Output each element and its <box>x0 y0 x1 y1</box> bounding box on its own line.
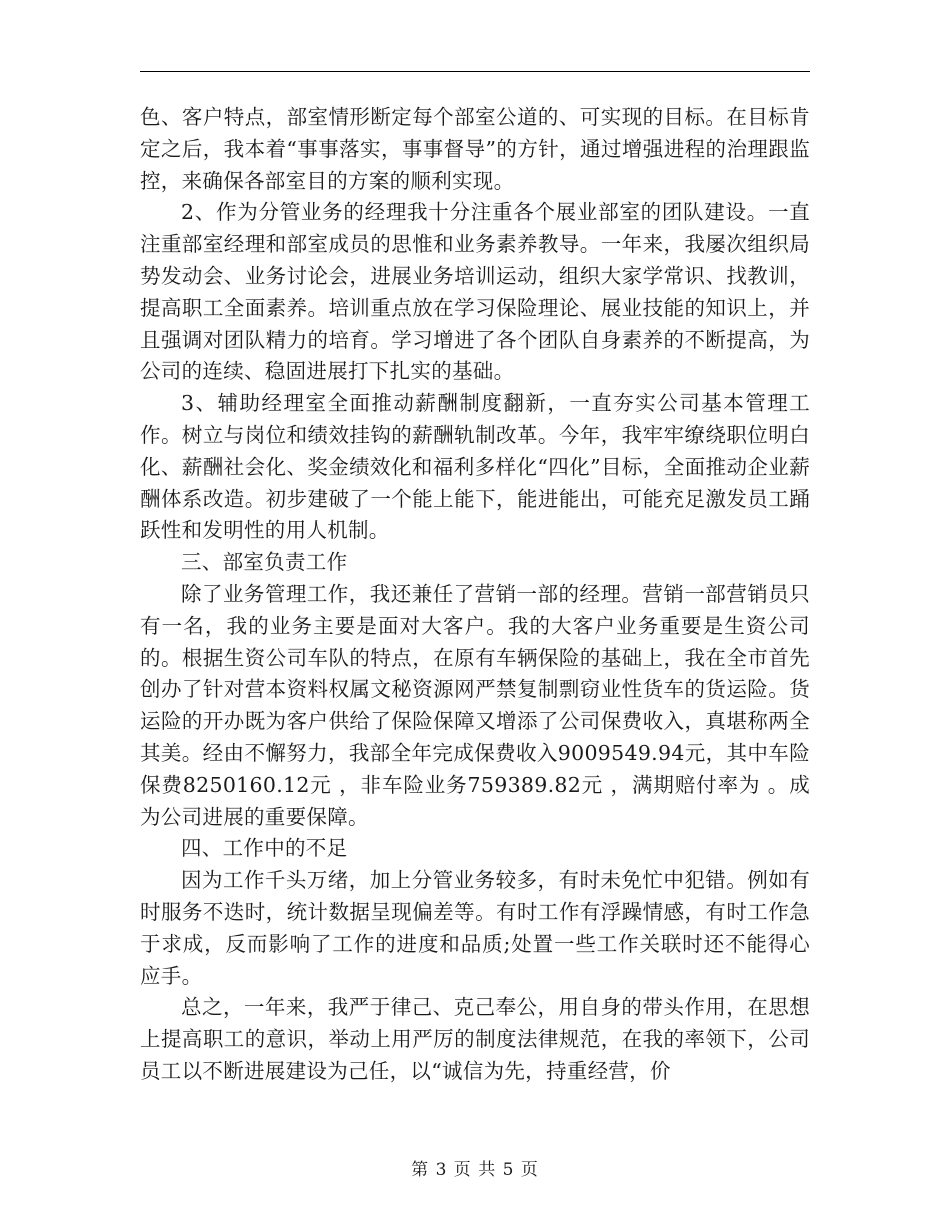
document-body <box>140 102 810 1088</box>
paragraph: 除了业务管理工作，我还兼任了营销一部的经理。营销一部营销员只有一名，我的业务主要是面对大客户。我的大客户业务重要是生资公司的。根据生资公司车队的特点，在原有车辆保险的基础上，我在全市首先创办了针对营本资料权属文秘资源网严禁复制剽窃业性货车的货运险。货运险的开办既为客户供给了保险保障又增添了公司保费收入，真堪称两全其美。经由不懈努力，我部全年完成保费收入9009549.94元，其中车险保费8250160.12元 ，非车险业务759389.82元 ，满期赔付率为 。成为公司进展的重要保障。 <box>140 581 810 829</box>
paragraph: 色、客户特点，部室情形断定每个部室公道的、可实现的目标。在目标肯定之后，我本着“事事落实，事事督导”的方针，通过增强进程的治理跟监控，来确保各部室目的方案的顺利实现。 <box>140 105 810 193</box>
paragraph: 3、辅助经理室全面推动薪酬制度翻新，一直夯实公司基本管理工作。树立与岗位和绩效挂钩的薪酬轨制改革。今年，我牢牢缭绕职位明白化、薪酬社会化、奖金绩效化和福利多样化“四化”目标，全面推动企业薪酬体系改造。初步建破了一个能上能下，能进能出，可能充足激发员工踊跃性和发明性的用人机制。 <box>140 391 810 543</box>
paragraph: 总之，一年来，我严于律己、克己奉公，用自身的带头作用，在思想上提高职工的意识，举动上用严厉的制度法律规范，在我的率领下，公司员工以不断进展建设为己任，以“诚信为先，持重经营，价 <box>140 995 810 1083</box>
section-heading: 三、部室负责工作 <box>181 550 348 575</box>
section-heading: 四、工作中的不足 <box>181 836 348 861</box>
paragraph: 因为工作千头万绪，加上分管业务较多，有时未免忙中犯错。例如有时服务不迭时，统计数据呈现偏差等。有时工作有浮躁情感，有时工作急于求成，反而影响了工作的进度和品质;处置一些工作关联时还不能得心应手。 <box>140 868 810 988</box>
paragraph: 2、作为分管业务的经理我十分注重各个展业部室的团队建设。一直注重部室经理和部室成员的思惟和业务素养教导。一年来，我屡次组织局势发动会、业务讨论会，进展业务培训运动，组织大家学常识、找教训，提高职工全面素养。培训重点放在学习保险理论、展业技能的知识上，并且强调对团队精力的培育。学习增进了各个团队自身素养的不断提高，为公司的连续、稳固进展打下扎实的基础。 <box>140 200 810 384</box>
header-rule <box>140 71 810 72</box>
page-footer: 第 3 页 共 5 页 <box>411 1160 539 1180</box>
